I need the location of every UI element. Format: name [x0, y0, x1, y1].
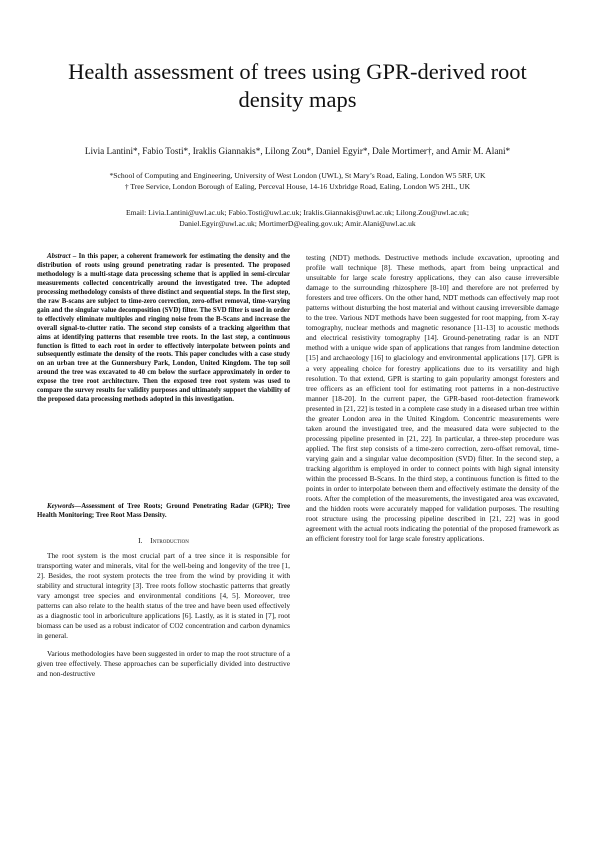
keywords-text: Assessment of Tree Roots; Ground Penetrating Radar (GPR); Tree Health Monitoring; Tree Root Mass Density.: [37, 503, 290, 519]
abstract-label: Abstract –: [47, 253, 77, 260]
affiliation-2: † Tree Service, London Borough of Ealing, Perceval House, 14-16 Uxbridge Road, Ealing, London W5 2HL, UK: [124, 182, 471, 191]
section-title: Introduction: [150, 536, 189, 545]
intro-paragraph-2: Various methodologies have been suggested in order to map the root structure of a given tree effectively. These approaches can be superficially divided into destructive and non-destructive: [37, 649, 290, 679]
right-column-text: testing (NDT) methods. Destructive methods include excavation, uprooting and profile wall technique [8]. These methods, apart from being unpractical and unsuitable for large scale forestry applications, they can also cause irreversible damage to the surrounding rhizosphere [8-10] and therefore are not preferred by foresters and tree officers. On the other hand, NDT methods can effectively map root patterns without disturbing the host material and without causing irreversible damage to the tree. Various NDT methods have been suggested for root mapping, from X-ray tomography, nuclear methods and magnetic resonance [11-13] to acoustic methods and electrical resistivity tomography [14]. Ground-penetrating radar is an NDT method with a unique wide span of applications that ranges from landmine detection [15] and archaeology [16] to glaciology and environmental applications [17]. GPR is a very appealing choice for forestry applications due to its versatility and high resolution. To that extend, GPR is starting to gain popularity amongst foresters and tree officers as an efficient tool for estimating root patterns in a non-destructive manner [18-20]. In the current paper, the GPR-based root-detection framework presented in [21, 22] is tested in a complete case study in a diseased urban tree within the greater London area in the United Kingdom. Concentric measurements were taken around the investigated tree, and the measured data were subjected to the processing pipeline presented in [21, 22]. In particular, a three-step procedure was applied. The first step consists of a time-zero correction, zero-offset removal, time-varying gain and a singular value decomposition (SVD) filter. In the second step, a tracking algorithm is employed in order to connect points with high signal intensity within the processed B-Scans. In the third step, a continuous function is fitted to the points in order to interpolate between them and effectively estimate the density of the roots. After the completion of the measurements, the investigated area was excavated, and the hidden roots were accurately mapped for validation purposes. The resulting root structure using the processing pipeline described in [21, 22] was in good agreement with the actual roots indicating the potential of the proposed framework as an efficient forestry tool for large scale forestry applications.: [306, 253, 559, 544]
paper-title: [40, 58, 555, 114]
title-line-1: Health assessment of trees using GPR-derived root: [68, 59, 527, 84]
section-heading: [37, 536, 290, 545]
affiliation-1: *School of Computing and Engineering, University of West London (UWL), St Mary’s Road, Ealing, London W5 5RF, UK: [109, 171, 486, 180]
keywords: [37, 502, 290, 520]
abstract-text: In this paper, a coherent framework for estimating the density and the distribution of roots using ground penetrating radar is presented. The proposed methodology is a multi-stage data processing scheme that is applied in semi-circular measurements collected concentrically around the investigated tree. The adopted processing methodology consists of three distinct and sequential steps. In the first step, the raw B-scans are subject to time-zero correction, zero-offset removal, time-varying gain and the singular value decomposition (SVD) filter. The SVD filter is used in order to effectively eliminate multiples and ringing noise from the B-Scans and increase the overall signal-to-clutter ratio. The second step consists of a tracking algorithm that aims at identifying patterns that resemble tree roots. In the last step, a continuous function is fitted to each root in order to effectively interpolate between points and subsequently estimate the density of the roots. This paper concludes with a case study on an urban tree at the Gunnersbury Park, London, United Kingdom. The top soil around the tree was excavated to 40 cm below the surface approximately in order to expose the tree root architecture. Then the exposed tree root system was used to compare the survey results for validity purposes and ultimately support the viability of the proposed data processing methods adopted in this investigation.: [37, 253, 290, 404]
intro-paragraph-1: The root system is the most crucial part of a tree since it is responsible for transporting water and minerals, vital for the well-being and longevity of the tree [1, 2]. Besides, the root system protects the tree from the wind by providing it with stability and structural integrity [3]. Tree roots follow stochastic patterns that greatly vary amongst tree species and environmental conditions [4, 5]. Moreover, tree patterns can also relate to the health status of the tree and have been used effectively as a diagnostic tool in arboriculture applications [6]. Lastly, as it is stated in [7], root biomass can be used as a robust indicator of CO2 concentration and carbon dynamics in general.: [37, 551, 290, 641]
title-line-2: density maps: [238, 87, 357, 112]
email-line-2: Daniel.Egyir@uwl.ac.uk; MortimerD@ealing.gov.uk; Amir.Alani@uwl.ac.uk: [179, 219, 416, 228]
abstract: [37, 253, 290, 405]
keywords-label: Keywords—: [47, 503, 82, 510]
email-line-1: Email: Livia.Lantini@uwl.ac.uk; Fabio.Tosti@uwl.ac.uk; Iraklis.Giannakis@uwl.ac.uk; Lilong.Zou@uwl.ac.uk;: [126, 208, 469, 217]
section-number: I.: [138, 536, 143, 545]
author-list: Livia Lantini*, Fabio Tosti*, Iraklis Giannakis*, Lilong Zou*, Daniel Egyir*, Dale Mortimer†, and Amir M. Alani*: [84, 146, 511, 156]
